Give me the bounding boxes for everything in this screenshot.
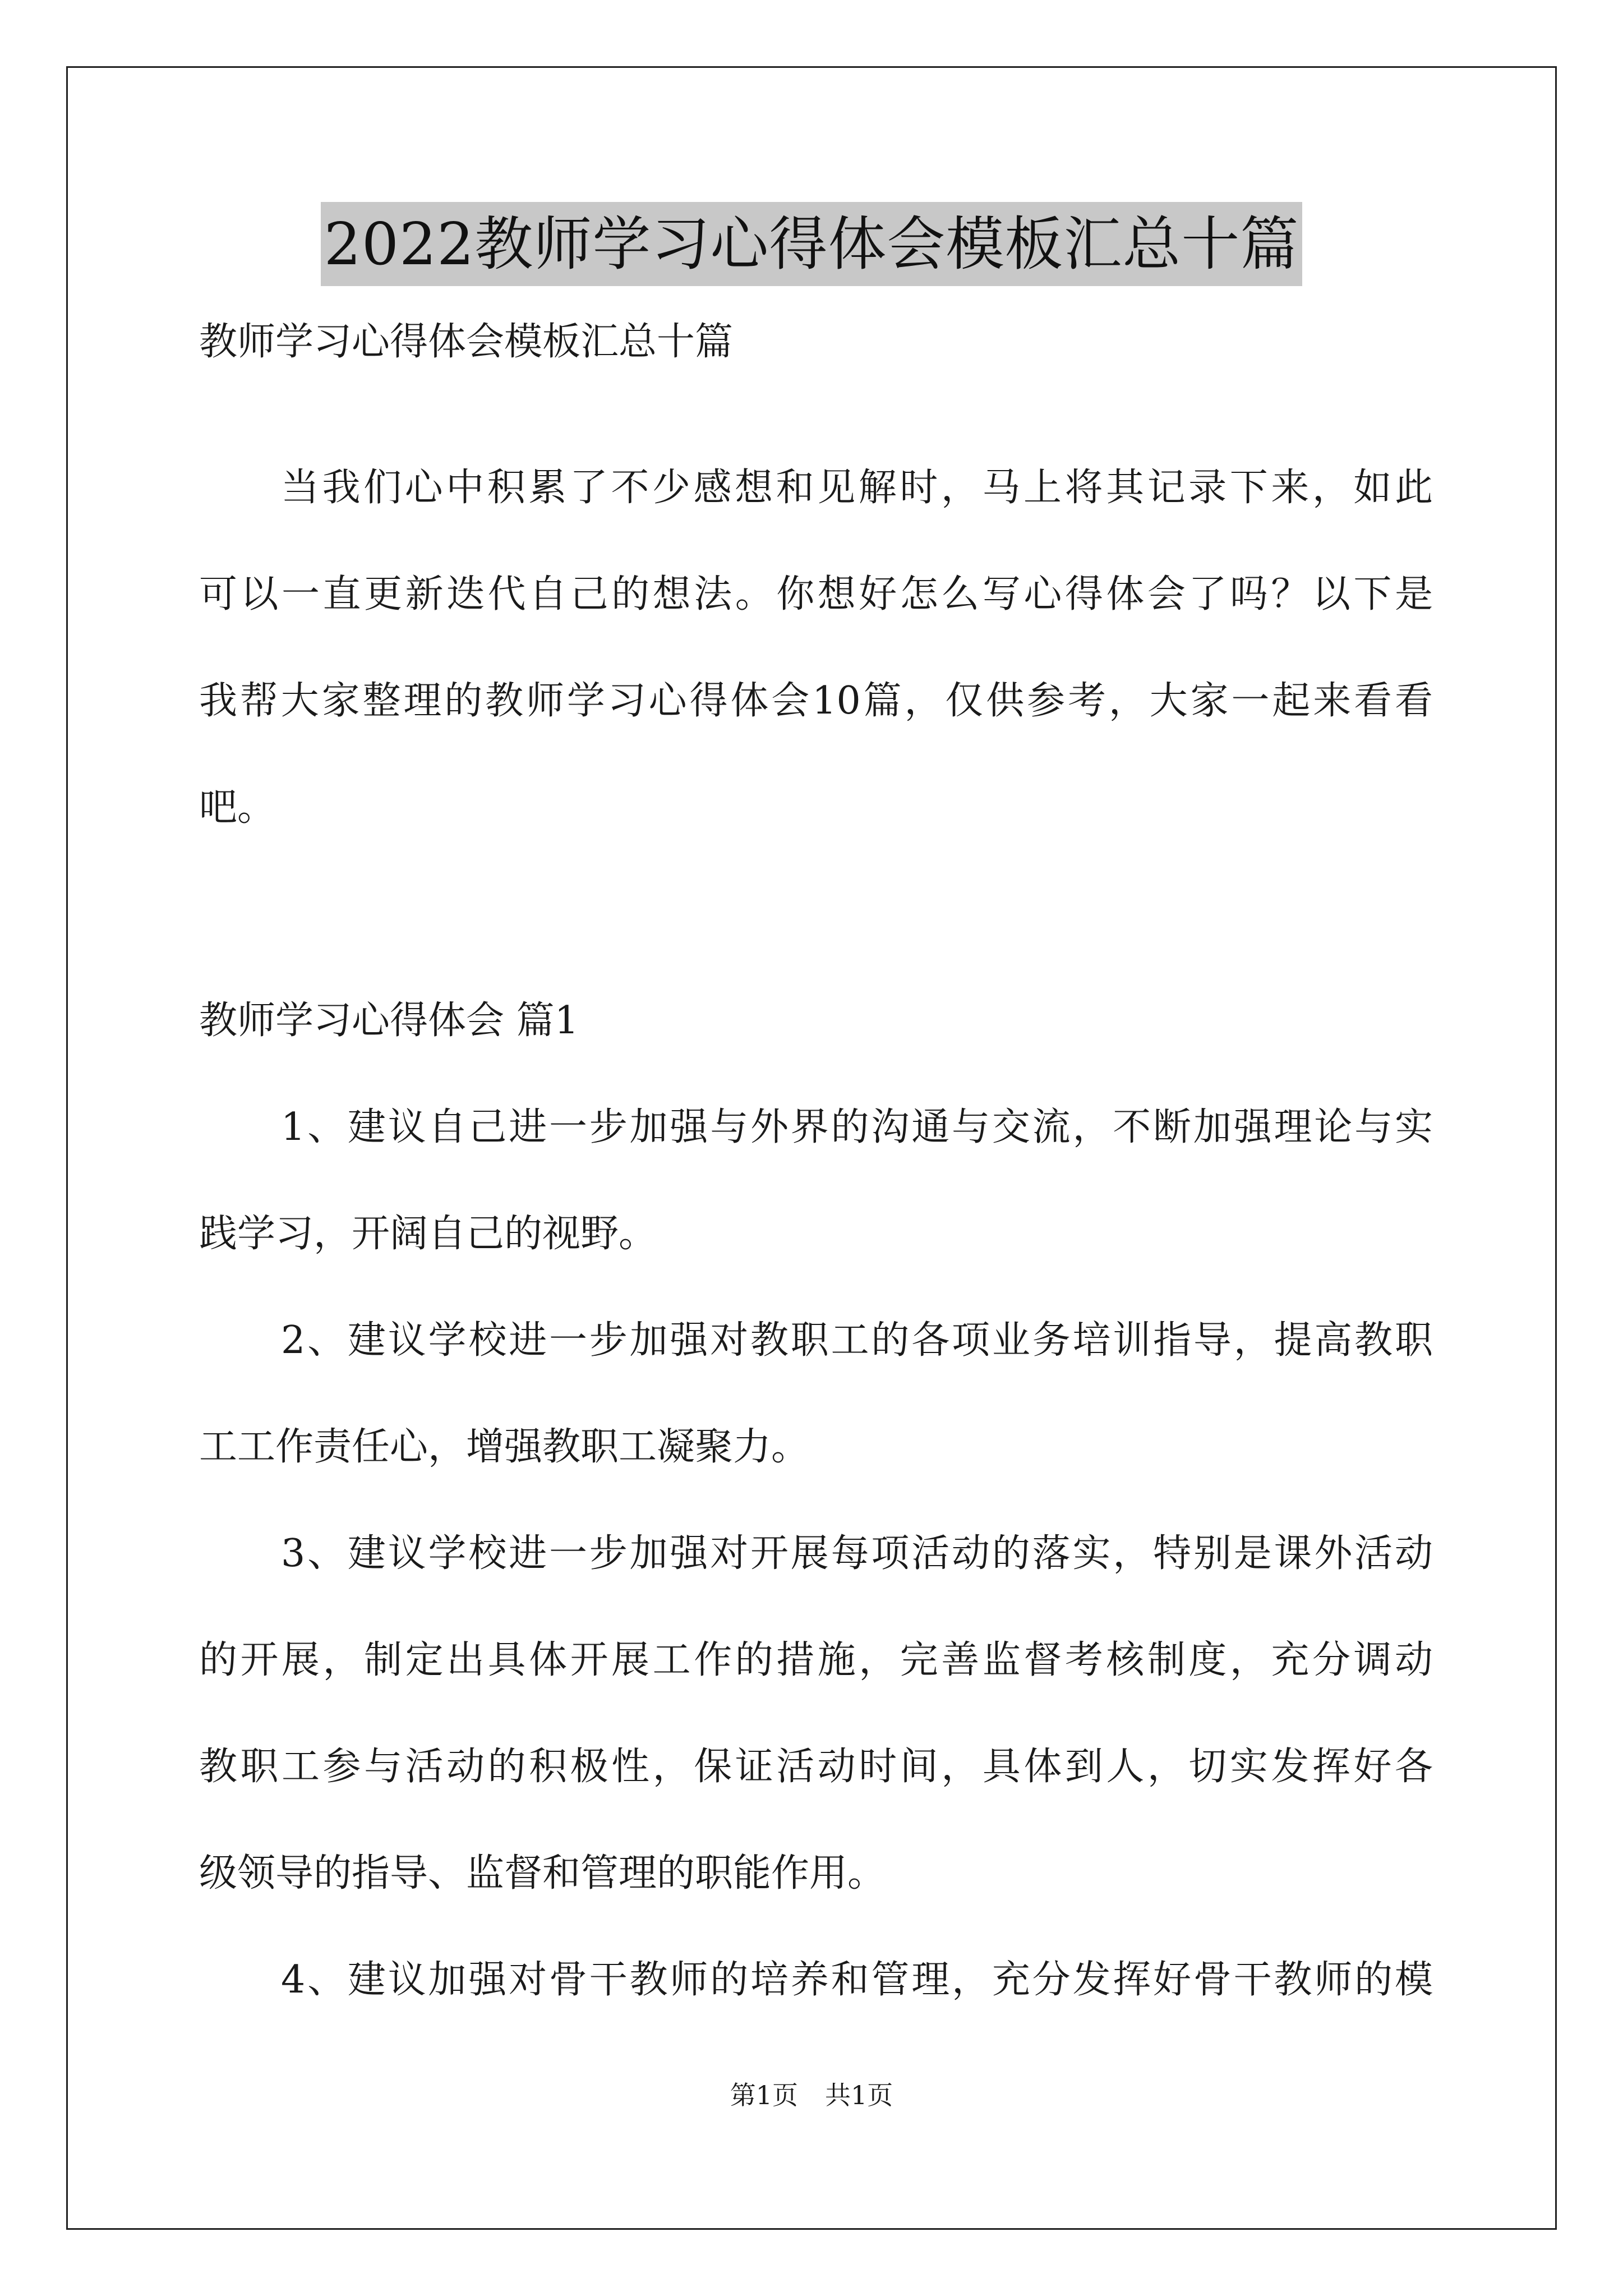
item-line: 的开展，制定出具体开展工作的措施，完善监督考核制度，充分调动 bbox=[199, 1638, 1433, 1682]
title-container bbox=[0, 202, 1623, 286]
item-line: 2、建议学校进一步加强对教职工的各项业务培训指导，提高教职 bbox=[281, 1318, 1433, 1363]
document-subtitle: 教师学习心得体会模板汇总十篇 bbox=[199, 320, 734, 364]
item-line: 教职工参与活动的积极性，保证活动时间，具体到人，切实发挥好各 bbox=[199, 1745, 1433, 1789]
page-number: 第1页 bbox=[730, 2080, 798, 2110]
intro-line: 可以一直更新迭代自己的想法。你想好怎么写心得体会了吗？以下是 bbox=[199, 572, 1433, 616]
section-heading: 教师学习心得体会 篇1 bbox=[199, 999, 579, 1043]
item-line: 践学习，开阔自己的视野。 bbox=[199, 1212, 657, 1256]
item-line: 1、建议自己进一步加强与外界的沟通与交流，不断加强理论与实 bbox=[281, 1105, 1433, 1149]
intro-line: 当我们心中积累了不少感想和见解时，马上将其记录下来，如此 bbox=[281, 466, 1433, 510]
item-line: 工工作责任心，增强教职工凝聚力。 bbox=[199, 1425, 810, 1469]
page-total: 共1页 bbox=[825, 2080, 893, 2110]
item-line: 3、建议学校进一步加强对开展每项活动的落实，特别是课外活动 bbox=[281, 1531, 1433, 1576]
intro-line: 吧。 bbox=[199, 785, 276, 830]
intro-line: 我帮大家整理的教师学习心得体会10篇，仅供参考，大家一起来看看 bbox=[199, 679, 1433, 723]
item-line: 4、建议加强对骨干教师的培养和管理，充分发挥好骨干教师的模 bbox=[281, 1958, 1433, 2002]
document-title: 2022教师学习心得体会模板汇总十篇 bbox=[321, 202, 1303, 286]
item-line: 级领导的指导、监督和管理的职能作用。 bbox=[199, 1851, 886, 1895]
page-footer bbox=[0, 2076, 1623, 2115]
